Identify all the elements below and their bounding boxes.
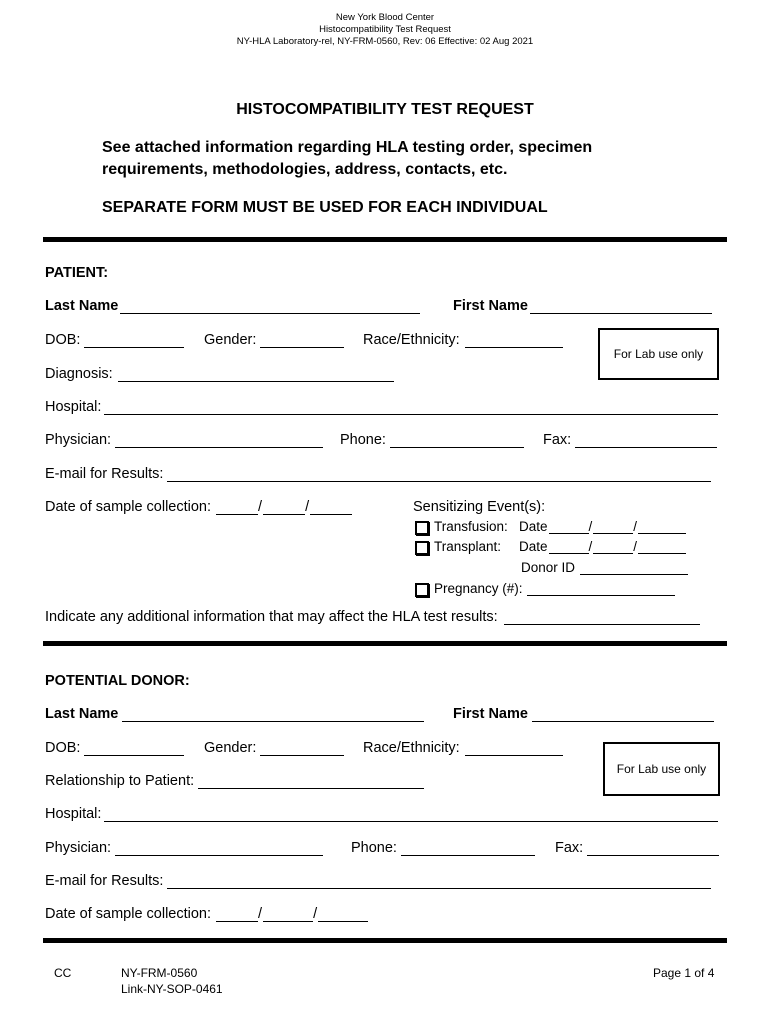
donor-date-year-line[interactable] — [318, 907, 368, 922]
donor-race-field[interactable] — [363, 740, 563, 756]
donor-hospital-field[interactable] — [45, 806, 718, 822]
donor-first-name-line[interactable] — [532, 707, 714, 722]
patient-date-month-line[interactable] — [216, 500, 258, 515]
transfusion-date-label: Date — [519, 519, 548, 534]
donor-physician-line[interactable] — [115, 841, 323, 856]
transfusion-date-year-line[interactable] — [638, 521, 686, 534]
footer-cc: CC — [54, 966, 72, 980]
patient-race-label: Race/Ethnicity: — [363, 332, 460, 348]
footer-page-number: Page 1 of 4 — [653, 966, 715, 980]
donor-gender-line[interactable] — [260, 741, 344, 756]
additional-info-field[interactable] — [45, 609, 700, 625]
patient-date-year-line[interactable] — [310, 500, 352, 515]
patient-email-label: E-mail for Results: — [45, 466, 164, 482]
page-title: HISTOCOMPATIBILITY TEST REQUEST — [236, 101, 534, 118]
patient-fax-label: Fax: — [543, 432, 572, 448]
patient-first-name-field[interactable] — [453, 298, 712, 314]
pregnancy-label: Pregnancy (#): — [434, 581, 523, 596]
transfusion-row[interactable]: Transfusion: Date / / — [415, 519, 686, 534]
donor-relationship-field[interactable] — [45, 773, 424, 789]
transfusion-checkbox[interactable] — [415, 521, 429, 535]
patient-dob-label: DOB: — [45, 332, 81, 348]
donor-gender-label: Gender: — [204, 740, 257, 756]
patient-diagnosis-field[interactable] — [45, 366, 394, 382]
pregnancy-line[interactable] — [527, 583, 675, 596]
header-form-ref: NY-HLA Laboratory-rel, NY-FRM-0560, Rev: 06 Effective: 02 Aug 2021 — [236, 36, 534, 47]
patient-email-line[interactable] — [167, 467, 711, 482]
header-org: New York Blood Center — [335, 12, 435, 23]
patient-first-name-line[interactable] — [530, 299, 712, 314]
additional-info-line[interactable] — [504, 610, 700, 625]
patient-last-name-line[interactable] — [120, 299, 420, 314]
donor-fax-line[interactable] — [587, 841, 719, 856]
patient-diagnosis-line[interactable] — [118, 367, 394, 382]
patient-first-name-label: First Name — [453, 298, 528, 314]
transfusion-label: Transfusion: — [434, 519, 508, 534]
patient-last-name-label: Last Name — [45, 298, 119, 314]
footer-link: Link-NY-SOP-0461 — [121, 982, 223, 996]
donor-gender-field[interactable] — [204, 740, 344, 756]
patient-race-line[interactable] — [465, 333, 563, 348]
donor-email-label: E-mail for Results: — [45, 873, 164, 889]
donor-id-field[interactable] — [521, 560, 688, 575]
patient-fax-field[interactable] — [543, 432, 717, 448]
donor-id-label: Donor ID — [521, 560, 576, 575]
patient-date-day-line[interactable] — [263, 500, 305, 515]
section-divider — [43, 938, 727, 943]
patient-dob-line[interactable] — [84, 333, 184, 348]
patient-phone-line[interactable] — [390, 433, 524, 448]
pregnancy-checkbox[interactable] — [415, 583, 429, 597]
donor-relationship-label: Relationship to Patient: — [45, 773, 195, 789]
patient-hospital-label: Hospital: — [45, 399, 102, 415]
patient-fax-line[interactable] — [575, 433, 717, 448]
donor-dob-field[interactable] — [45, 740, 184, 756]
section-divider — [43, 237, 727, 242]
donor-first-name-field[interactable] — [453, 706, 714, 722]
patient-last-name-field[interactable] — [45, 298, 420, 314]
donor-lab-use-box — [603, 742, 720, 796]
donor-physician-field[interactable] — [45, 840, 323, 856]
patient-gender-field[interactable] — [204, 332, 344, 348]
donor-fax-field[interactable] — [555, 840, 719, 856]
patient-hospital-field[interactable] — [45, 399, 718, 415]
patient-race-field[interactable] — [363, 332, 563, 348]
donor-date-month-line[interactable] — [216, 907, 258, 922]
transplant-date-year-line[interactable] — [638, 541, 686, 554]
patient-date-collection-label: Date of sample collection: — [45, 499, 212, 515]
patient-physician-line[interactable] — [115, 433, 323, 448]
patient-physician-label: Physician: — [45, 432, 112, 448]
transplant-checkbox[interactable] — [415, 541, 429, 555]
transplant-row[interactable]: Transplant: Date / / — [415, 539, 686, 554]
intro-text: See attached information regarding HLA testing order, specimen requirements, methodologies, address, contacts, etc. — [102, 139, 593, 178]
donor-id-line[interactable] — [580, 562, 688, 575]
transfusion-date-day-line[interactable] — [593, 521, 633, 534]
patient-email-field[interactable] — [45, 466, 711, 482]
patient-lab-use-box — [598, 328, 719, 380]
patient-phone-field[interactable] — [340, 432, 524, 448]
transplant-date-label: Date — [519, 539, 548, 554]
donor-dob-line[interactable] — [84, 741, 184, 756]
additional-info-label: Indicate any additional information that may affect the HLA test results: — [45, 609, 498, 625]
transfusion-date-month-line[interactable] — [549, 521, 589, 534]
donor-heading: POTENTIAL DONOR: — [45, 673, 190, 689]
donor-fax-label: Fax: — [555, 840, 584, 856]
donor-relationship-line[interactable] — [198, 774, 424, 789]
donor-hospital-line[interactable] — [104, 807, 718, 822]
donor-hospital-label: Hospital: — [45, 806, 102, 822]
transplant-date-month-line[interactable] — [549, 541, 589, 554]
donor-phone-field[interactable] — [351, 840, 535, 856]
donor-first-name-label: First Name — [453, 706, 528, 722]
donor-last-name-line[interactable] — [122, 707, 424, 722]
patient-diagnosis-label: Diagnosis: — [45, 366, 113, 382]
transplant-label: Transplant: — [434, 539, 502, 554]
donor-last-name-field[interactable] — [45, 706, 424, 722]
section-divider — [43, 641, 727, 646]
separate-notice: SEPARATE FORM MUST BE USED FOR EACH INDIVIDUAL — [102, 199, 548, 216]
donor-date-collection-label: Date of sample collection: — [45, 906, 212, 922]
header-form-name: Histocompatibility Test Request — [319, 24, 451, 35]
patient-heading: PATIENT: — [45, 265, 109, 281]
patient-dob-field[interactable] — [45, 332, 184, 348]
patient-phone-label: Phone: — [340, 432, 386, 448]
patient-date-collection-field[interactable]: Date of sample collection: / / — [45, 499, 352, 515]
donor-last-name-label: Last Name — [45, 706, 119, 722]
donor-lab-use-label: For Lab use only — [616, 762, 707, 776]
sensitizing-events-label: Sensitizing Event(s): — [413, 499, 546, 515]
donor-date-day-line[interactable] — [263, 907, 313, 922]
donor-race-line[interactable] — [465, 741, 563, 756]
donor-phone-label: Phone: — [351, 840, 397, 856]
pregnancy-row[interactable] — [415, 581, 675, 596]
footer-form-code: NY-FRM-0560 — [121, 966, 198, 980]
donor-email-field[interactable] — [45, 873, 711, 889]
patient-gender-label: Gender: — [204, 332, 257, 348]
donor-email-line[interactable] — [167, 874, 711, 889]
patient-physician-field[interactable] — [45, 432, 323, 448]
donor-dob-label: DOB: — [45, 740, 81, 756]
patient-hospital-line[interactable] — [104, 400, 718, 415]
donor-physician-label: Physician: — [45, 840, 112, 856]
patient-gender-line[interactable] — [260, 333, 344, 348]
transplant-date-day-line[interactable] — [593, 541, 633, 554]
donor-date-collection-field[interactable]: Date of sample collection: / / — [45, 906, 368, 922]
donor-race-label: Race/Ethnicity: — [363, 740, 460, 756]
patient-lab-use-label: For Lab use only — [613, 347, 704, 361]
donor-phone-line[interactable] — [401, 841, 535, 856]
